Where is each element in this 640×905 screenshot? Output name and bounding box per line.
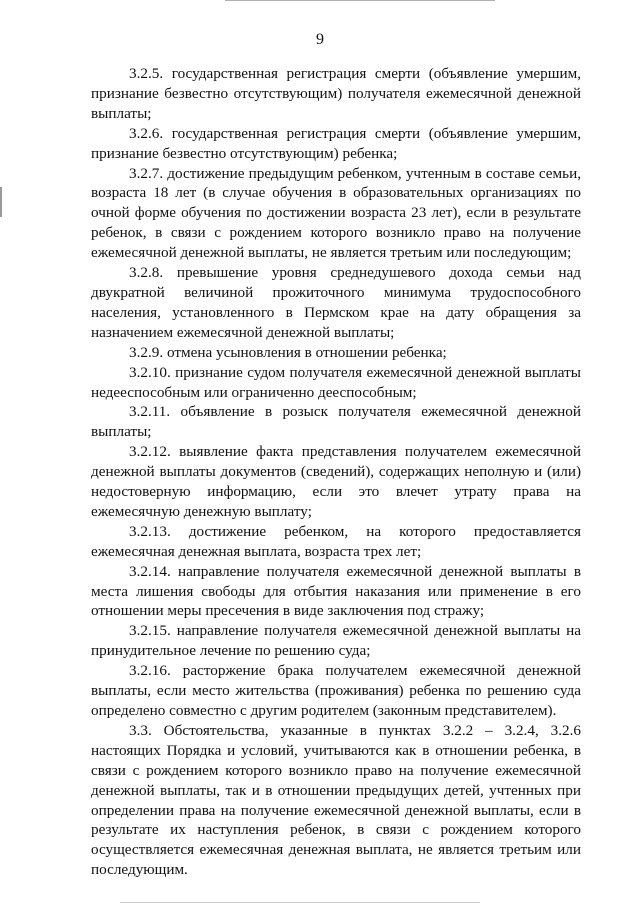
clause-3-2-10: 3.2.10. признание судом получателя ежемесячной денежной выплаты недееспособным или ограниченно дееспособным; — [91, 363, 581, 401]
clause-3-2-8: 3.2.8. превышение уровня среднедушевого дохода семьи над двукратной величиной прожиточного минимума трудоспособного населения, установленного в Пермском крае на дату обращения за назначением ежемесячной денежной выплаты; — [91, 264, 581, 341]
scan-edge-line-bottom — [120, 902, 480, 903]
clause-3-2-11: 3.2.11. объявление в розыск получателя ежемесячной денежной выплаты; — [91, 403, 581, 441]
document-body — [91, 64, 581, 880]
clause-3-2-5: 3.2.5. государственная регистрация смерти (объявление умершим, признание безвестно отсутствующим) получателя ежемесячной денежной выплаты; — [91, 65, 581, 122]
scan-edge-line-top — [225, 0, 495, 1]
clause-3-2-14: 3.2.14. направление получателя ежемесячной денежной выплаты в места лишения свободы для отбытия наказания или применение в его отношении меры пресечения в виде заключения под стражу; — [91, 562, 581, 620]
clause-3-2-7: 3.2.7. достижение предыдущим ребенком, учтенным в составе семьи, возраста 18 лет (в случае обучения в образовательных организациях по очной форме обучения по достижении возраста 23 лет), если в результате ребенок, в связи с рождением которого возникло право на получение ежемесячной денежной выплаты, не является третьим или последующим; — [91, 164, 581, 262]
clause-3-2-12: 3.2.12. выявление факта представления получателем ежемесячной денежной выплаты документов (сведений), содержащих неполную и (или) недостоверную информацию, если это влечет утрату права на ежемесячную денежную выплату; — [91, 443, 581, 520]
clause-3-2-9: 3.2.9. отмена усыновления в отношении ребенка; — [129, 343, 447, 361]
clause-3-3: 3.3. Обстоятельства, указанные в пунктах 3.2.2 – 3.2.4, 3.2.6 настоящих Порядка и условий, учитываются как в отношении ребенка, в связи с рождением которого возникло право на получение ежемесячной денежной выплаты, так и в отношении предыдущих детей, учтенных при определении права на получение ежемесячной денежной выплаты, если в результате их наступления ребенок, в связи с рождением которого осуществляется ежемесячная денежная выплата, не является третьим или последующим. — [91, 721, 581, 879]
page-number: 9 — [316, 31, 324, 48]
scan-edge-mark-left — [0, 187, 2, 217]
clause-3-2-15: 3.2.15. направление получателя ежемесячной денежной выплаты на принудительное лечение по решению суда; — [91, 622, 581, 660]
clause-3-2-13: 3.2.13. достижение ребенком, на которого предоставляется ежемесячная денежная выплата, возраста трех лет; — [91, 522, 581, 560]
clause-3-2-6: 3.2.6. государственная регистрация смерти (объявление умершим, признание безвестно отсутствующим) ребенка; — [91, 124, 581, 162]
clause-3-2-16: 3.2.16. расторжение брака получателем ежемесячной денежной выплаты, если место жительства (проживания) ребенка по решению суда определено совместно с другим родителем (законным представителем). — [91, 662, 581, 719]
